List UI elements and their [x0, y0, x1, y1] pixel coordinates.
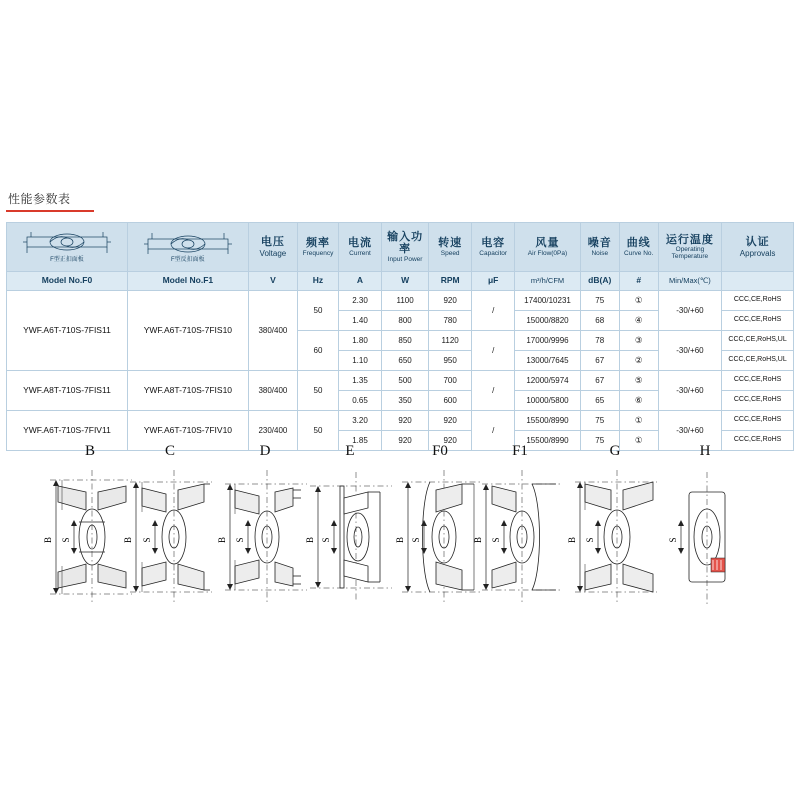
header-cell-approvals: [722, 223, 794, 272]
cell-frequency: 50: [298, 371, 339, 411]
cell-voltage: 380/400: [248, 291, 297, 371]
cell-curve: ④: [619, 311, 658, 331]
cell-curve: ②: [619, 351, 658, 371]
drawing-letter-g: G: [609, 443, 621, 459]
header-en-frequency: Frequency: [302, 249, 334, 257]
drawing-letter-h: H: [699, 443, 711, 459]
cell-airflow: 10000/5800: [515, 391, 581, 411]
drawing-letter-b: B: [84, 443, 95, 459]
header-en-approvals: Approvals: [739, 248, 776, 258]
cell-airflow: 17400/10231: [515, 291, 581, 311]
header-cell-airflow: [515, 223, 581, 272]
cell-frequency: 50: [298, 291, 339, 331]
dim-label-b: B: [217, 536, 227, 544]
header-cell-input-power: [382, 223, 429, 272]
cell-input-power: 650: [382, 351, 429, 371]
drawing-canvas-e: [300, 462, 400, 612]
dim-label-b: B: [567, 536, 577, 544]
cell-approvals: CCC,CE,RoHS: [722, 371, 794, 391]
header-icon-caption-f0: F型正扣面板: [50, 257, 84, 264]
performance-parameter-table: [6, 222, 794, 451]
table-header-top-row: [7, 223, 794, 272]
unit-model-f0: Model No.F0: [7, 272, 128, 291]
drawing-letter-e: E: [345, 443, 355, 459]
cell-airflow: 17000/9996: [515, 331, 581, 351]
table-body: [7, 291, 794, 451]
cell-current: 3.20: [338, 411, 381, 431]
cell-current: 1.35: [338, 371, 381, 391]
cell-speed: 920: [429, 291, 472, 311]
cell-voltage: 380/400: [248, 371, 297, 411]
unit-voltage: V: [248, 272, 297, 291]
cell-speed: 950: [429, 351, 472, 371]
header-cell-model-f1-drawing: [127, 223, 248, 272]
cell-approvals: CCC,CE,RoHS: [722, 431, 794, 451]
cell-airflow: 15500/8990: [515, 431, 581, 451]
cell-model-f1: YWF.A6T-710S-7FIV10: [127, 411, 248, 451]
header-cn-capacitor: 电容: [481, 237, 506, 250]
unit-airflow: m³/h/CFM: [515, 272, 581, 291]
drawing-f1: [470, 440, 570, 620]
drawing-canvas-c: [120, 462, 220, 612]
header-cell-temperature: [658, 223, 722, 272]
unit-speed: RPM: [429, 272, 472, 291]
header-cell-voltage: [248, 223, 297, 272]
header-en-curve: Curve No.: [624, 249, 654, 257]
cell-speed: 700: [429, 371, 472, 391]
fan-front-view-icon: [21, 230, 113, 256]
header-en-capacitor: Capacitor: [479, 249, 508, 257]
cell-approvals: CCC,CE,RoHS,UL: [722, 331, 794, 351]
dim-label-s: S: [585, 537, 595, 543]
header-en-current: Current: [349, 249, 371, 257]
dim-label-b: B: [305, 536, 315, 544]
cell-airflow: 12000/5974: [515, 371, 581, 391]
dim-label-s: S: [668, 537, 678, 543]
header-en-voltage: Voltage: [259, 248, 287, 258]
cell-capacitor: /: [472, 371, 515, 411]
cell-capacitor: /: [472, 331, 515, 371]
cell-temperature: -30/+60: [658, 331, 722, 371]
unit-temperature: Min/Max(℃): [658, 272, 722, 291]
header-cell-frequency: [298, 223, 339, 272]
cell-current: 0.65: [338, 391, 381, 411]
header-en-input-power: Input Power: [387, 256, 423, 264]
cell-curve: ①: [619, 431, 658, 451]
header-en-temperature: Operating Temperature: [671, 246, 709, 261]
cell-speed: 1120: [429, 331, 472, 351]
cell-approvals: CCC,CE,RoHS: [722, 391, 794, 411]
cell-input-power: 1100: [382, 291, 429, 311]
cell-speed: 920: [429, 411, 472, 431]
cell-current: 1.85: [338, 431, 381, 451]
cell-speed: 780: [429, 311, 472, 331]
cell-noise: 67: [580, 371, 619, 391]
header-cn-curve: 曲线: [626, 237, 651, 250]
unit-noise: dB(A): [580, 272, 619, 291]
drawing-canvas-g: [565, 462, 665, 612]
dim-label-b: B: [123, 536, 133, 544]
table-row: [7, 371, 794, 391]
cell-input-power: 800: [382, 311, 429, 331]
cell-noise: 68: [580, 311, 619, 331]
dim-label-b: B: [43, 536, 53, 544]
cell-current: 2.30: [338, 291, 381, 311]
header-cn-current: 电流: [348, 237, 372, 250]
cell-curve: ⑥: [619, 391, 658, 411]
fan-back-view-icon: [142, 230, 234, 256]
cell-input-power: 500: [382, 371, 429, 391]
drawing-canvas-h: [655, 462, 755, 612]
table-row: [7, 291, 794, 311]
header-cn-temperature: 运行温度: [665, 233, 714, 246]
cell-noise: 75: [580, 411, 619, 431]
mounting-type-h-icon: [655, 462, 755, 612]
cell-model-f0: YWF.A6T-710S-7FIV11: [7, 411, 128, 451]
drawing-canvas-f1: [470, 462, 570, 612]
mounting-type-c-icon: [120, 462, 220, 612]
cell-capacitor: /: [472, 291, 515, 331]
unit-approvals: [722, 272, 794, 291]
cell-frequency: 50: [298, 411, 339, 451]
header-en-airflow: Air Flow(0Pa): [527, 249, 568, 257]
cell-temperature: -30/+60: [658, 411, 722, 451]
drawing-g: [565, 440, 665, 620]
header-cn-approvals: 认证: [745, 236, 770, 249]
unit-curve: #: [619, 272, 658, 291]
cell-input-power: 850: [382, 331, 429, 351]
cell-temperature: -30/+60: [658, 291, 722, 331]
mounting-type-f1-icon: [470, 462, 570, 612]
cell-noise: 67: [580, 351, 619, 371]
dim-label-b: B: [473, 536, 483, 544]
header-cell-curve: [619, 223, 658, 272]
cell-airflow: 15000/8820: [515, 311, 581, 331]
cell-speed: 600: [429, 391, 472, 411]
cell-current: 1.80: [338, 331, 381, 351]
dim-label-s: S: [142, 537, 152, 543]
cell-curve: ①: [619, 411, 658, 431]
unit-capacitor: μF: [472, 272, 515, 291]
cell-noise: 65: [580, 391, 619, 411]
cell-noise: 75: [580, 431, 619, 451]
header-en-noise: Noise: [591, 249, 609, 257]
header-cn-voltage: 电压: [260, 236, 285, 249]
dim-label-s: S: [411, 537, 421, 543]
cell-speed: 920: [429, 431, 472, 451]
cell-curve: ①: [619, 291, 658, 311]
cell-curve: ⑤: [619, 371, 658, 391]
drawing-letter-c: C: [164, 443, 175, 459]
cell-noise: 75: [580, 291, 619, 311]
header-cell-capacitor: [472, 223, 515, 272]
table-header-unit-row: [7, 272, 794, 291]
header-cell-speed: [429, 223, 472, 272]
cell-approvals: CCC,CE,RoHS: [722, 411, 794, 431]
cell-noise: 78: [580, 331, 619, 351]
drawing-h: [655, 440, 755, 620]
header-icon-caption-f1: F型反扣面板: [171, 257, 205, 264]
page-title: 性能参数表: [8, 192, 71, 206]
cell-curve: ③: [619, 331, 658, 351]
mounting-type-e-icon: [300, 462, 400, 612]
header-cn-noise: 噪音: [587, 237, 612, 250]
cell-input-power: 920: [382, 411, 429, 431]
header-cn-input-power: 输入功率: [387, 230, 424, 256]
cell-temperature: -30/+60: [658, 371, 722, 411]
cell-model-f0: YWF.A8T-710S-7FIS11: [7, 371, 128, 411]
mounting-drawings-strip: [0, 440, 800, 620]
header-en-speed: Speed: [440, 249, 460, 257]
cell-current: 1.10: [338, 351, 381, 371]
spec-table-wrapper: [6, 222, 794, 451]
table-row: [7, 411, 794, 431]
cell-capacitor: /: [472, 411, 515, 451]
cell-airflow: 15500/8990: [515, 411, 581, 431]
dim-label-s: S: [235, 537, 245, 543]
drawing-letter-f0: F0: [432, 443, 448, 459]
drawing-letter-d: D: [259, 443, 271, 459]
drawing-c: [120, 440, 220, 620]
title-underline: [6, 210, 94, 212]
drawing-letter-f1: F1: [512, 443, 528, 459]
header-cell-model-f0-drawing: [7, 223, 128, 272]
cell-approvals: CCC,CE,RoHS,UL: [722, 351, 794, 371]
cell-approvals: CCC,CE,RoHS: [722, 311, 794, 331]
mounting-type-g-icon: [565, 462, 665, 612]
header-cn-speed: 转速: [438, 237, 463, 250]
dim-label-b: B: [395, 536, 405, 544]
unit-current: A: [338, 272, 381, 291]
unit-frequency: Hz: [298, 272, 339, 291]
cell-approvals: CCC,CE,RoHS: [722, 291, 794, 311]
header-cell-noise: [580, 223, 619, 272]
cell-model-f0: YWF.A6T-710S-7FIS11: [7, 291, 128, 371]
cell-airflow: 13000/7645: [515, 351, 581, 371]
drawing-e: [300, 440, 400, 620]
cell-current: 1.40: [338, 311, 381, 331]
header-cn-airflow: 风量: [535, 237, 560, 250]
cell-frequency: 60: [298, 331, 339, 371]
header-cell-current: [338, 223, 381, 272]
dim-label-s: S: [321, 537, 331, 543]
cell-model-f1: YWF.A8T-710S-7FIS10: [127, 371, 248, 411]
cell-voltage: 230/400: [248, 411, 297, 451]
dim-label-s: S: [61, 537, 71, 543]
header-cn-frequency: 频率: [305, 237, 330, 250]
unit-input-power: W: [382, 272, 429, 291]
dim-label-s: S: [491, 537, 501, 543]
cell-input-power: 350: [382, 391, 429, 411]
unit-model-f1: Model No.F1: [127, 272, 248, 291]
cell-input-power: 920: [382, 431, 429, 451]
cell-model-f1: YWF.A6T-710S-7FIS10: [127, 291, 248, 371]
